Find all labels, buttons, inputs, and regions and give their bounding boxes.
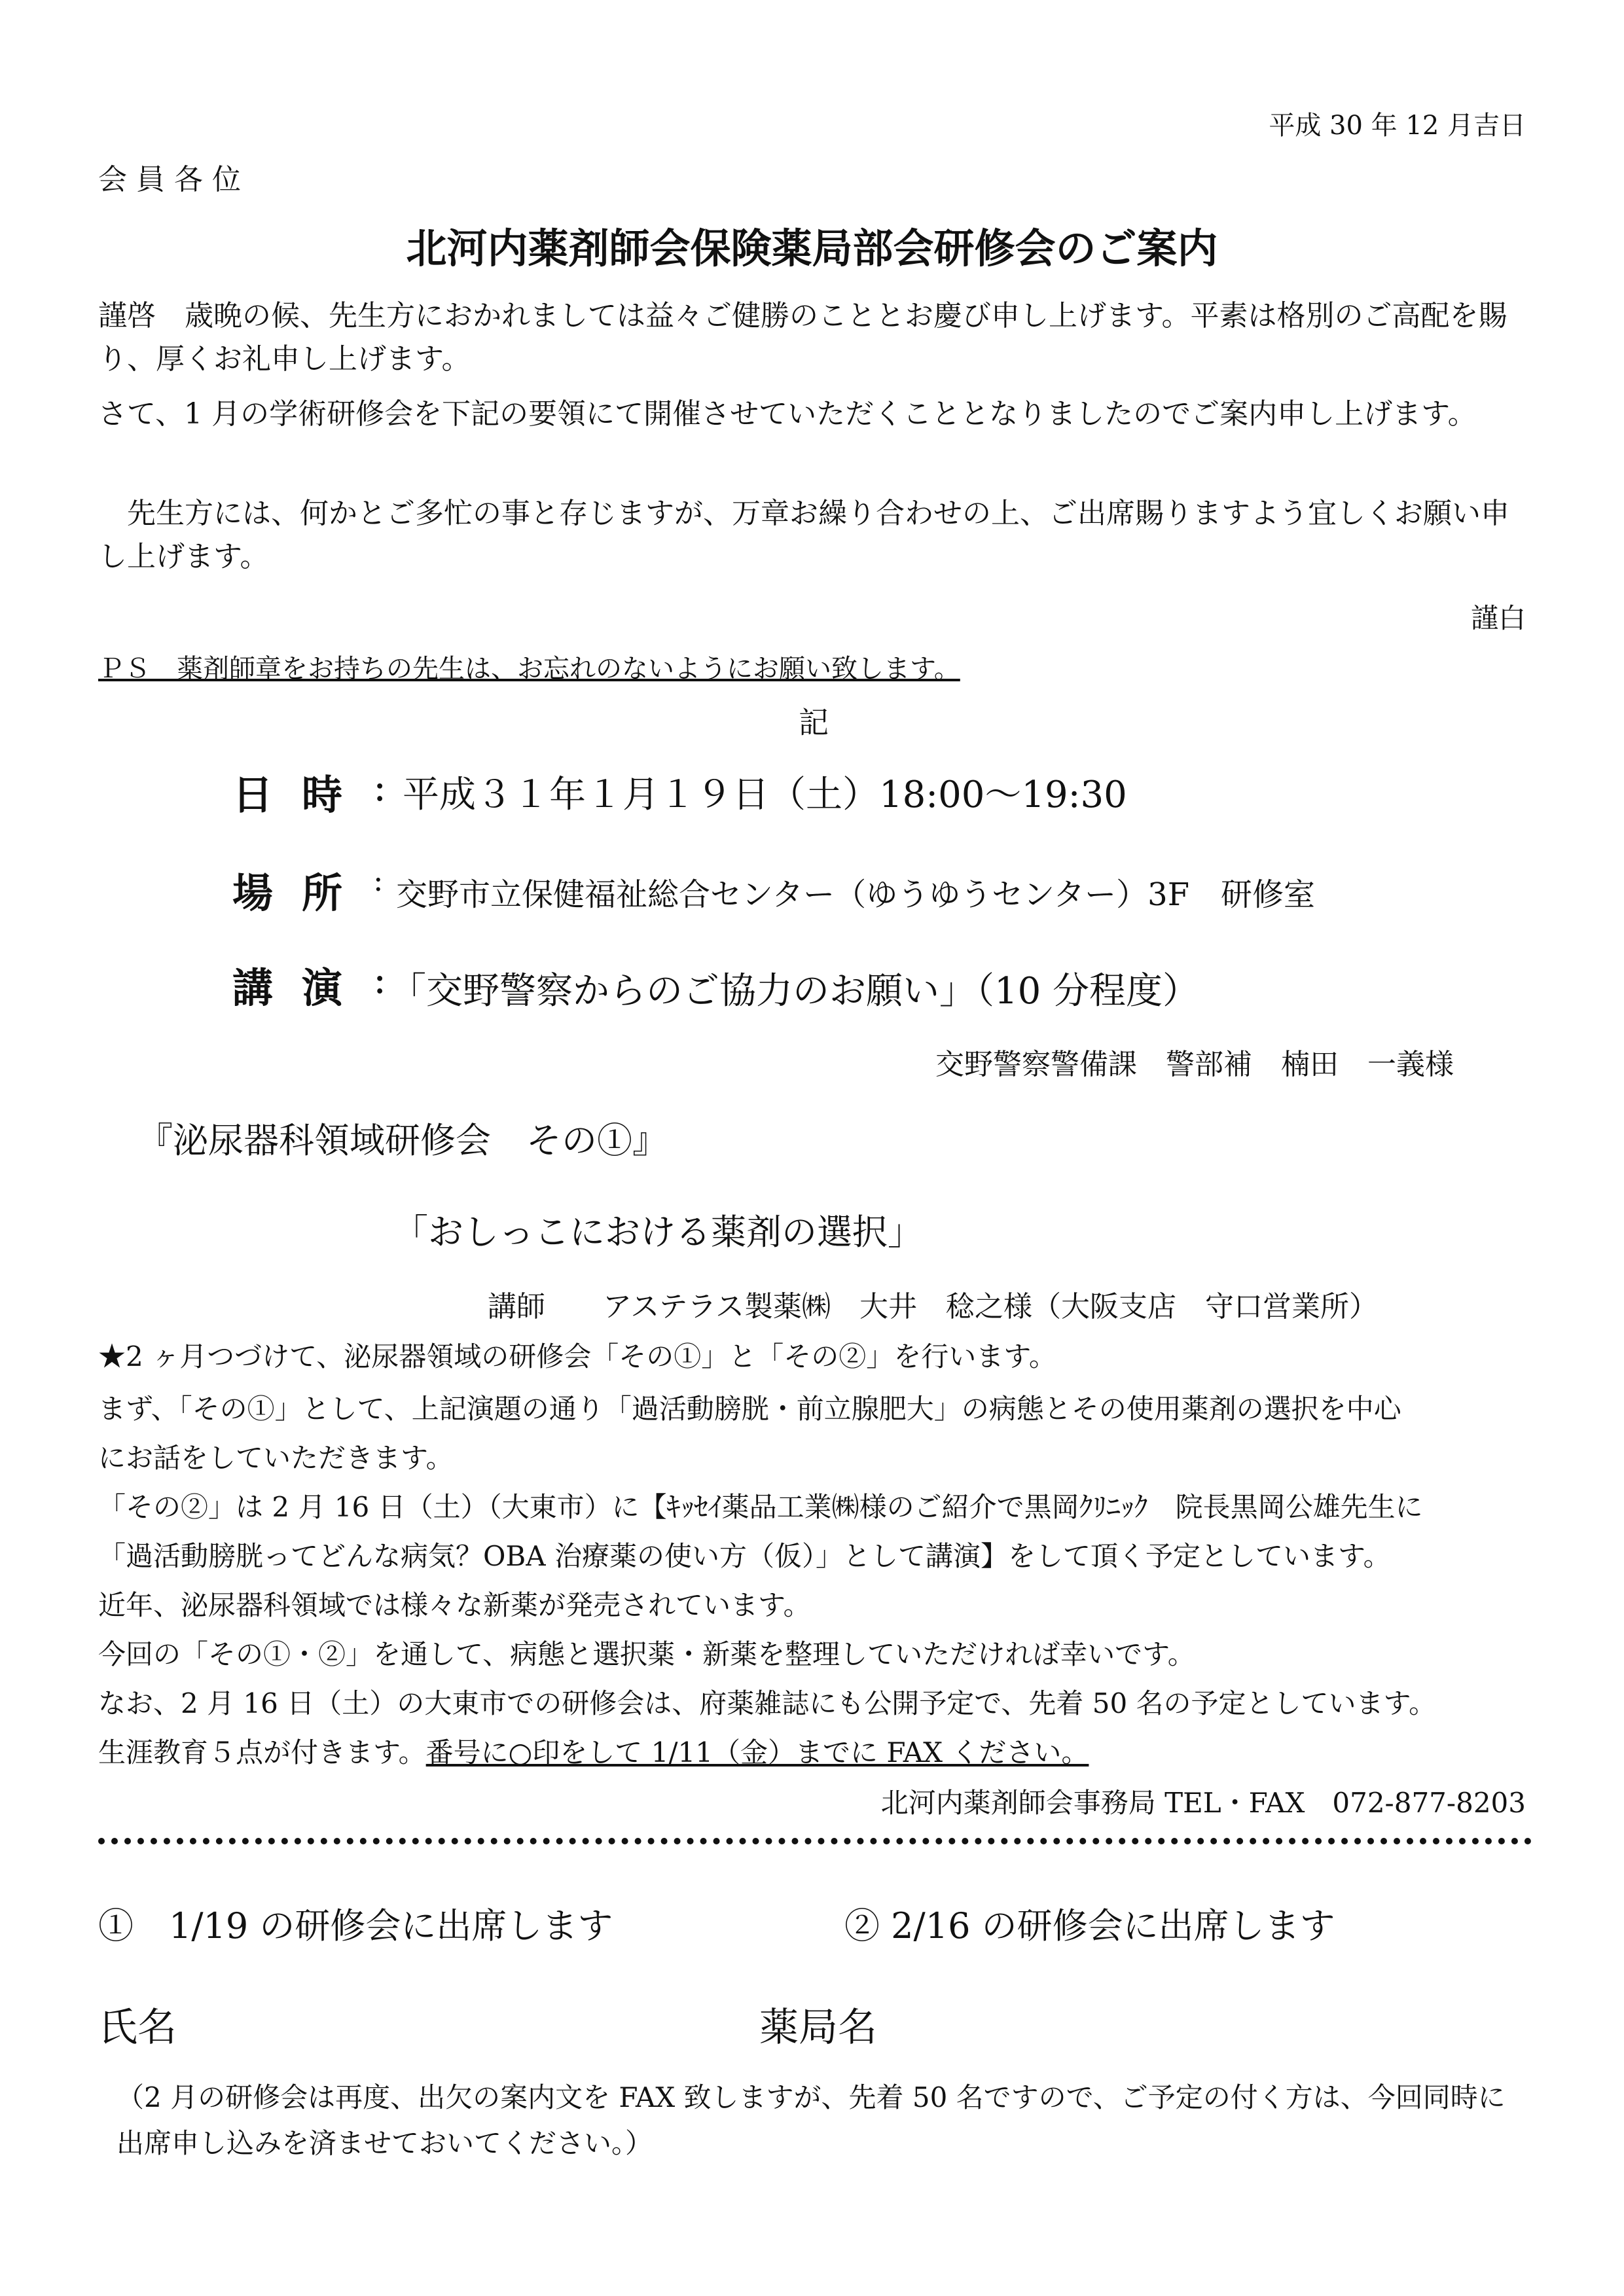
note-line: まず、「その①」として、上記演題の通り「過活動膀胱・前立腺肥大」の病態とその使用薬剤の選択を中心 bbox=[98, 1393, 1401, 1425]
lecture-title: 「おしっこにおける薬剤の選択」 bbox=[393, 1211, 923, 1253]
cpd-note bbox=[98, 1731, 1089, 1770]
footnote: （2 月の研修会は再度、出欠の案内文を FAX 致しますが、先着 50 名ですので、ご予定の付く方は、今回同時に出席申し込みを済ませておいてください。） bbox=[117, 2081, 1506, 2159]
note-line: 「過活動膀胱ってどんな病気？OBA 治療薬の使い方（仮）」として講演】をして頂く予定としています。 bbox=[98, 1540, 1391, 1572]
datetime-value: 平成３１年１月１９日（土）18:00〜19:30 bbox=[403, 774, 1127, 816]
greeting: 会員各位 bbox=[98, 163, 250, 196]
note-line: 「その②」は 2 月 16 日（土）（大東市）に【ｷｯｾｲ薬品工業㈱様のご紹介で黒岡ｸﾘﾆｯｸ 院長黒岡公雄先生に bbox=[98, 1491, 1423, 1523]
intro-paragraph-1: 謹啓 歳晩の候、先生方におかれましては益々ご健勝のこととお慶び申し上げます。平素は格別のご高配を賜り、厚くお礼申し上げます。 bbox=[98, 299, 1507, 376]
intro-paragraph-2: さて、1 月の学術研修会を下記の要領にて開催させていただくこととなりましたのでご案内申し上げます。 bbox=[98, 397, 1477, 431]
place-label: 場所 bbox=[232, 869, 372, 917]
lecturer: 講師 アステラス製薬㈱ 大井 稔之様（大阪支店 守口営業所） bbox=[488, 1290, 1379, 1323]
datetime-colon: : bbox=[373, 764, 387, 810]
talk-colon: : bbox=[373, 957, 387, 1003]
name-label: 氏名 bbox=[98, 2005, 177, 2051]
attend-option-2: ② 2/16 の研修会に出席します bbox=[844, 1905, 1335, 1946]
intro-paragraph-3: 先生方には、何かとご多忙の事と存じますが、万章お繰り合わせの上、ご出席賜りますよう宜しくお願い申し上げます。 bbox=[98, 497, 1509, 573]
series-title: 『泌尿器科領域研修会 その①』 bbox=[137, 1120, 668, 1161]
note-line: 今回の「その①・②」を通して、病態と選択薬・新薬を整理していただければ幸いです。 bbox=[98, 1638, 1195, 1670]
note-line: なお、2 月 16 日（土）の大東市での研修会は、府薬雑誌にも公開予定で、先着 50 名の予定としています。 bbox=[98, 1687, 1437, 1719]
cpd-prefix: 生涯教育５点が付きます。 bbox=[98, 1736, 426, 1768]
cpd-fax-instruction: 番号に○印をして 1/11（金）までに FAX ください。 bbox=[425, 1736, 1089, 1768]
office-contact: 北河内薬剤師会事務局 TEL・FAX 072-877-8203 bbox=[880, 1787, 1526, 1819]
note-line: にお話をしていただきます。 bbox=[98, 1442, 454, 1474]
page-title: 北河内薬剤師会保険薬局部会研修会のご案内 bbox=[406, 224, 1218, 272]
place-value: 交野市立保健福祉総合センター（ゆうゆうセンター）3F 研修室 bbox=[396, 876, 1316, 913]
note-line: 近年、泌尿器科領域では様々な新薬が発売されています。 bbox=[98, 1589, 811, 1621]
talk-value: 「交野警察からのご協力のお願い」（10 分程度） bbox=[389, 970, 1200, 1013]
issue-date: 平成 30 年 12 月吉日 bbox=[1269, 111, 1526, 141]
ki-heading: 記 bbox=[799, 705, 829, 740]
cut-line-divider bbox=[98, 1838, 1532, 1844]
note-line: ★2 ヶ月つづけて、泌尿器領域の研修会「その①」と「その②」を行います。 bbox=[98, 1340, 1056, 1372]
attend-option-1: ① 1/19 の研修会に出席します bbox=[98, 1905, 613, 1946]
postscript: ＰＳ 薬剤師章をお持ちの先生は、お忘れのないようにお願い致します。 bbox=[98, 654, 960, 684]
datetime-label: 日時 bbox=[232, 771, 372, 819]
pharmacy-name-label: 薬局名 bbox=[759, 2005, 877, 2051]
closing-word: 謹白 bbox=[1470, 602, 1526, 634]
place-colon: : bbox=[373, 863, 384, 898]
talk-speaker: 交野警察警備課 警部補 楠田 一義様 bbox=[935, 1048, 1454, 1081]
talk-label: 講演 bbox=[232, 964, 372, 1012]
